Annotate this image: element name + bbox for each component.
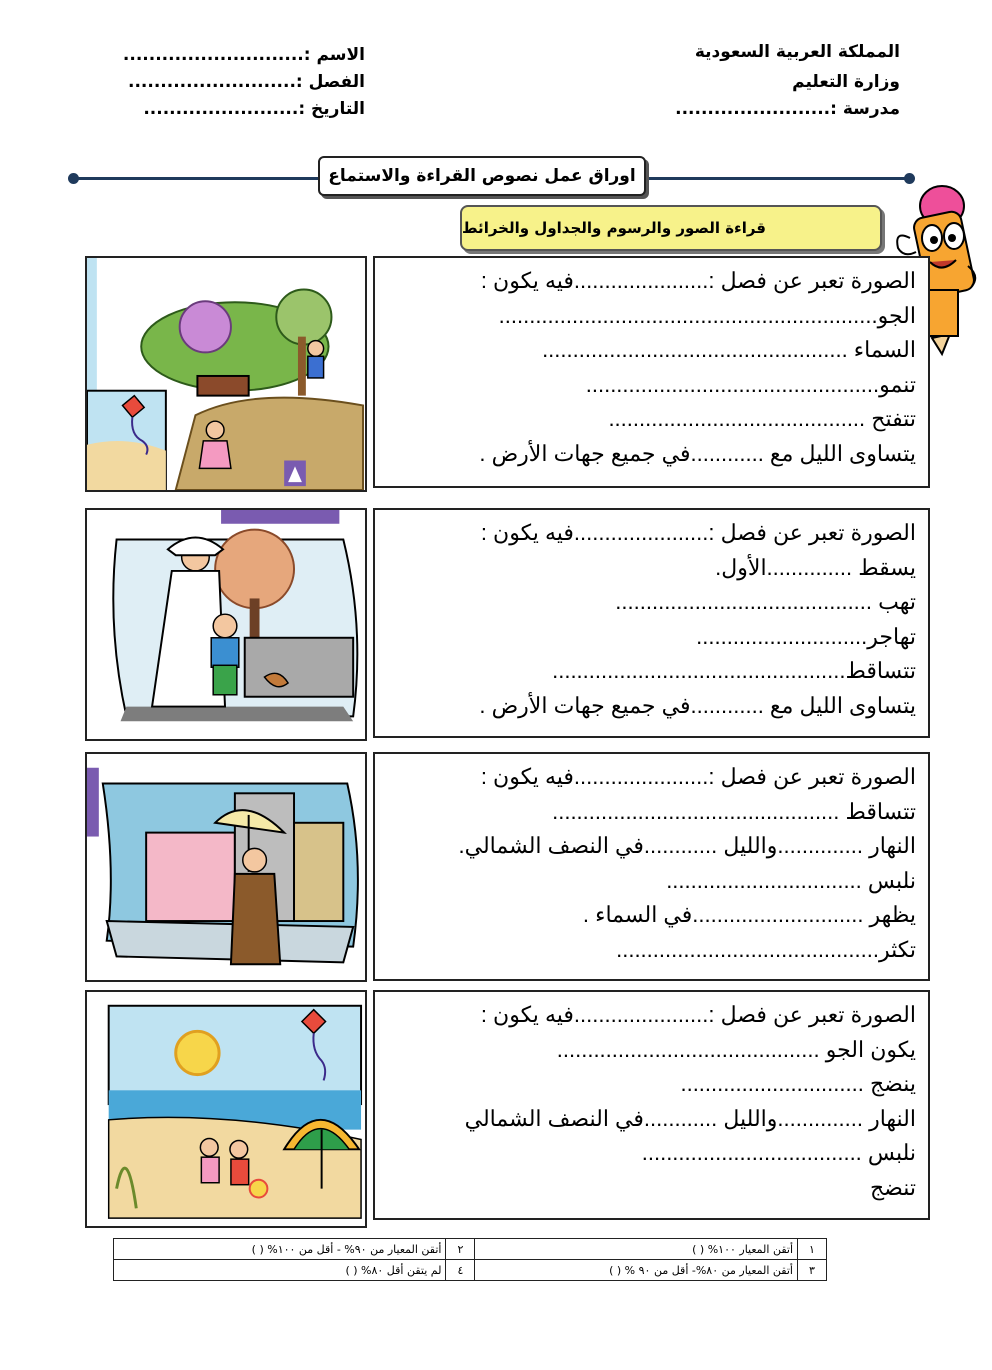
spring-park-illustration	[85, 256, 367, 492]
question-line[interactable]: الصورة تعبر عن فصل :......................فيه يكون :	[480, 520, 916, 545]
rubric-number: ٤	[446, 1260, 475, 1281]
class-field[interactable]: الفصل :..........................	[128, 72, 365, 92]
question-line[interactable]: تتساقط................................................	[552, 658, 916, 683]
rubric-criterion[interactable]: لم يتقن أقل ٨٠% ( )	[114, 1260, 446, 1281]
question-line[interactable]: الصورة تعبر عن فصل :......................فيه يكون :	[480, 764, 916, 789]
question-line[interactable]: يتساوى الليل مع ............في جميع جهات الأرض .	[479, 692, 916, 718]
title-rule-left	[74, 177, 320, 180]
question-line[interactable]: نلبس ................................	[666, 867, 916, 893]
title-rule-right	[646, 177, 906, 180]
summer-beach-illustration	[85, 990, 367, 1228]
worksheet-subtitle: قراءة الصور والرسوم والجداول والخرائط	[460, 205, 882, 251]
question-line[interactable]: تهب ..........................................	[615, 589, 916, 614]
rubric-number: ٢	[446, 1239, 475, 1260]
school-field[interactable]: مدرسة :........................	[675, 99, 900, 119]
question-line[interactable]: يسقط ..............الأول.	[715, 554, 916, 580]
winter-rain-illustration	[85, 752, 367, 982]
date-field[interactable]: التاريخ :........................	[143, 99, 365, 119]
question-line[interactable]: يكون الجو ...........................................	[556, 1036, 916, 1062]
rubric-number: ٣	[798, 1260, 827, 1281]
student-name-field[interactable]: الاسم :............................	[122, 45, 365, 65]
question-line[interactable]: ينضج ..............................	[680, 1071, 916, 1096]
autumn-wind-illustration	[85, 508, 367, 741]
ministry-name: وزارة التعليم	[792, 72, 900, 92]
question-box-3	[373, 752, 930, 981]
question-line[interactable]: يظهر ............................في السماء .	[582, 902, 916, 927]
question-line[interactable]: تكثر...........................................	[616, 936, 916, 962]
rubric-number: ١	[798, 1239, 827, 1260]
question-line[interactable]: الصورة تعبر عن فصل :......................فيه يكون :	[480, 268, 916, 293]
rubric-criterion[interactable]: أتقن المعيار ١٠٠% ( )	[475, 1239, 798, 1260]
question-line[interactable]: يتساوى الليل مع ............في جميع جهات الأرض .	[479, 440, 916, 466]
question-line[interactable]: الجو..............................................................	[498, 302, 916, 328]
question-box-1	[373, 256, 930, 488]
rubric-criterion[interactable]: أتقن المعيار من ٩٠% - أقل من ١٠٠% ( )	[114, 1239, 446, 1260]
question-line[interactable]: النهار ..............والليل ............في النصف الشمالي.	[458, 833, 916, 858]
question-line[interactable]: تتساقط ...............................................	[552, 798, 916, 824]
question-box-2	[373, 508, 930, 738]
country-name: المملكة العربية السعودية	[694, 42, 900, 62]
question-line[interactable]: تهاجر............................	[696, 623, 916, 649]
question-line[interactable]: تنضج	[869, 1174, 916, 1200]
worksheet-title: اوراق عمل نصوص القراءة والاستماع	[318, 156, 646, 196]
rubric-table	[113, 1238, 827, 1281]
question-line[interactable]: تنمو................................................	[585, 371, 916, 397]
question-line[interactable]: تتفتح ..........................................	[608, 406, 916, 431]
question-line[interactable]: السماء ..................................................	[542, 337, 916, 362]
question-box-4	[373, 990, 930, 1220]
question-line[interactable]: نلبس ....................................	[641, 1140, 916, 1165]
question-line[interactable]: النهار ..............والليل ............في النصف الشمالي	[464, 1105, 916, 1131]
table-row	[114, 1260, 827, 1281]
table-row	[114, 1239, 827, 1260]
question-line[interactable]: الصورة تعبر عن فصل :......................فيه يكون :	[480, 1002, 916, 1027]
rubric-criterion[interactable]: أتقن المعيار من ٨٠%- أقل من ٩٠ % ( )	[475, 1260, 798, 1281]
